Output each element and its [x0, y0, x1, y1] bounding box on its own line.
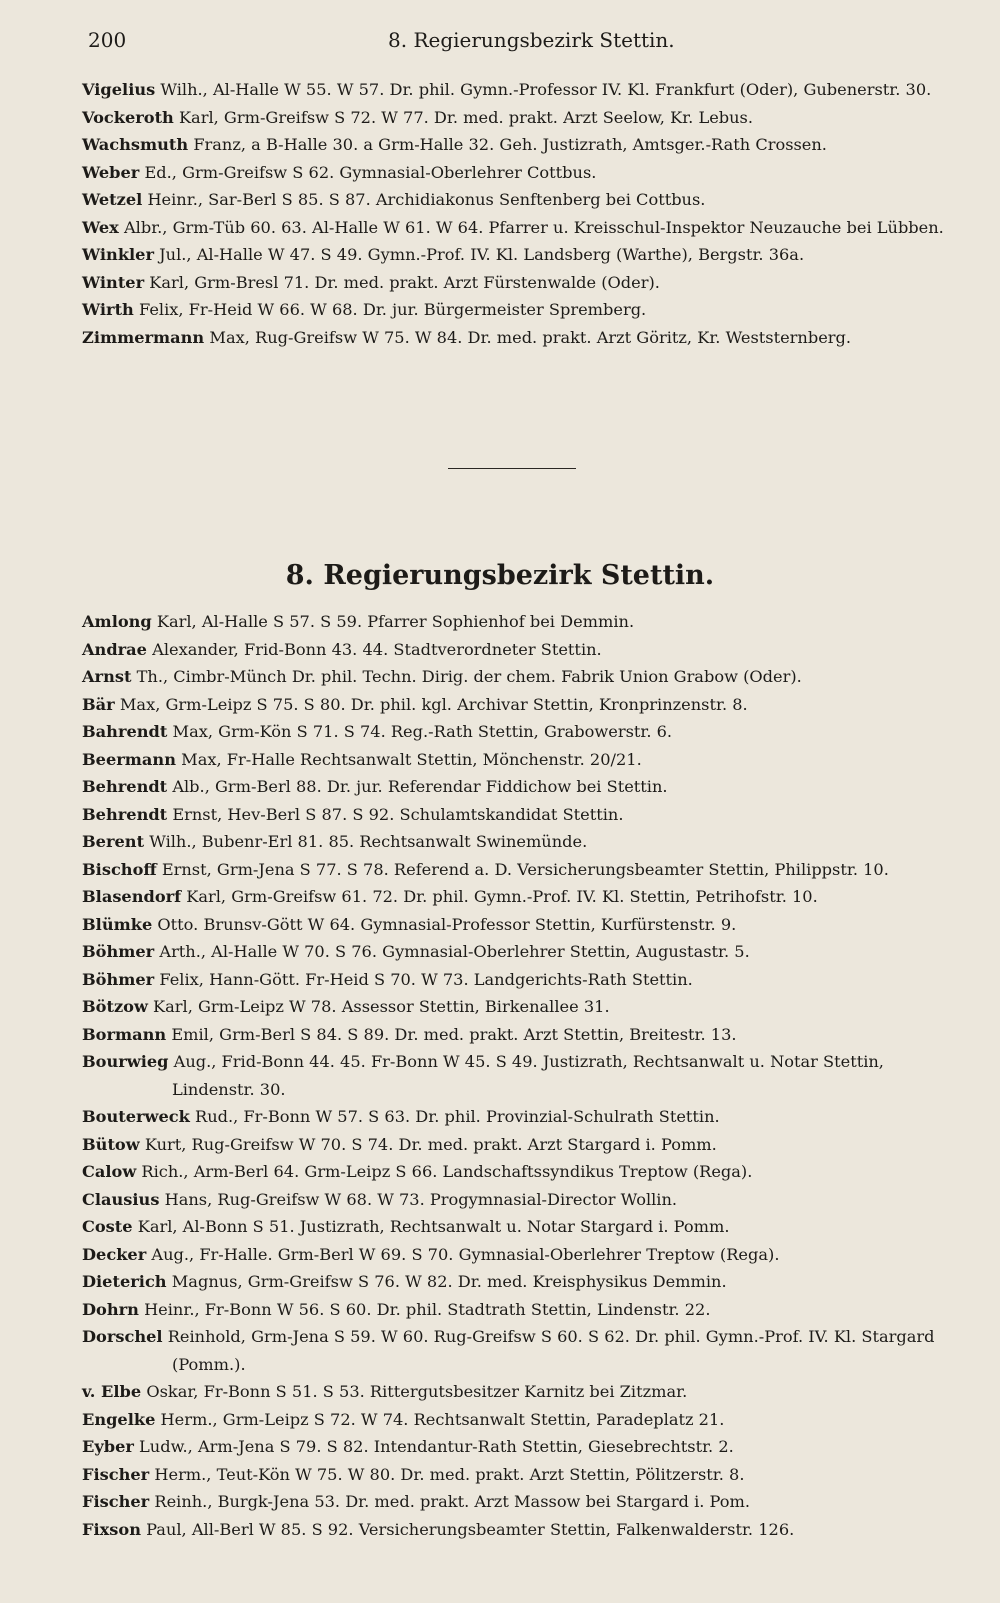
- entry-details: Rich., Arm-Berl 64. Grm-Leipz S 66. Landschaftssyndikus Treptow (Rega).: [141, 1162, 753, 1181]
- entry-name: Bär: [82, 694, 115, 714]
- page-header: [88, 28, 940, 58]
- directory-entry: [82, 718, 952, 746]
- directory-entry: [82, 801, 952, 829]
- entry-name: Wetzel: [82, 190, 143, 209]
- entry-name: Bötzow: [82, 997, 148, 1016]
- entry-name: Wirth: [82, 300, 134, 319]
- entry-name: Vigelius: [82, 80, 156, 99]
- entry-details: Alexander, Frid-Bonn 43. 44. Stadtverordneter Stettin.: [152, 639, 602, 659]
- directory-entry: [82, 1516, 952, 1544]
- entry-name: Dorschel: [82, 1327, 163, 1346]
- entry-name: Vockeroth: [82, 107, 174, 127]
- entry-name: Bormann: [82, 1024, 167, 1044]
- directory-entry: [82, 1268, 952, 1296]
- directory-entry: [82, 1241, 952, 1269]
- entry-details: Jul., Al-Halle W 47. S 49. Gymn.-Prof. IV. Kl. Landsberg (Warthe), Bergstr. 36a.: [159, 245, 805, 264]
- entry-details: Franz, a B-Halle 30. a Grm-Halle 32. Geh. Justizrath, Amtsger.-Rath Crossen.: [193, 135, 827, 154]
- entry-name: Zimmermann: [82, 327, 205, 347]
- directory-entry: [82, 1323, 952, 1378]
- directory-entry: [82, 324, 952, 352]
- directory-entry: [82, 938, 952, 966]
- directory-entry: [82, 296, 952, 324]
- entry-details: Karl, Grm-Greifsw 61. 72. Dr. phil. Gymn.-Prof. IV. Kl. Stettin, Petrihofstr. 10.: [186, 887, 818, 906]
- entry-name: Bischoff: [82, 859, 157, 879]
- entry-details: Herm., Grm-Leipz S 72. W 74. Rechtsanwalt Stettin, Paradeplatz 21.: [160, 1409, 725, 1429]
- entry-name: Blümke: [82, 914, 153, 934]
- entry-details: Ernst, Grm-Jena S 77. S 78. Referend a. D. Versicherungsbeamter Stettin, Philippstr. 10.: [161, 859, 889, 879]
- entry-details: Emil, Grm-Berl S 84. S 89. Dr. med. prakt. Arzt Stettin, Breitestr. 13.: [171, 1024, 737, 1044]
- entry-details: Otto. Brunsv-Gött W 64. Gymnasial-Professor Stettin, Kurfürstenstr. 9.: [157, 914, 737, 934]
- entry-name: Berent: [82, 832, 145, 851]
- directory-entry: [82, 1296, 952, 1324]
- section-heading: 8. Regierungsbezirk Stettin.: [285, 560, 715, 591]
- entry-name: Bourwieg: [82, 1052, 169, 1071]
- entry-details: Albr., Grm-Tüb 60. 63. Al-Halle W 61. W 64. Pfarrer u. Kreisschul-Inspektor Neuzauche bei Lübben.: [123, 217, 944, 237]
- entry-name: Blasendorf: [82, 887, 182, 906]
- entry-name: Dieterich: [82, 1272, 167, 1291]
- entry-name: Wachsmuth: [82, 135, 189, 154]
- entry-details: Oskar, Fr-Bonn S 51. S 53. Rittergutsbesitzer Karnitz bei Zitzmar.: [146, 1382, 688, 1401]
- directory-entry: [82, 104, 952, 132]
- entry-name: Calow: [82, 1162, 137, 1181]
- directory-entry: [82, 269, 952, 297]
- entry-details: Alb., Grm-Berl 88. Dr. jur. Referendar Fiddichow bei Stettin.: [172, 777, 668, 796]
- entry-details: Max, Grm-Leipz S 75. S 80. Dr. phil. kgl. Archivar Stettin, Kronprinzenstr. 8.: [119, 694, 748, 714]
- directory-entry: [82, 828, 952, 856]
- entry-details: Karl, Grm-Bresl 71. Dr. med. prakt. Arzt Fürstenwalde (Oder).: [149, 272, 660, 292]
- entry-details: Heinr., Sar-Berl S 85. S 87. Archidiakonus Senftenberg bei Cottbus.: [147, 190, 706, 209]
- entry-details: Karl, Al-Halle S 57. S 59. Pfarrer Sophienhof bei Demmin.: [156, 612, 635, 631]
- directory-entry: [82, 186, 952, 214]
- directory-entry: [82, 1048, 952, 1103]
- directory-entry: [82, 911, 952, 939]
- entry-details: Magnus, Grm-Greifsw S 76. W 82. Dr. med. Kreisphysikus Demmin.: [171, 1272, 727, 1291]
- entry-details: Aug., Frid-Bonn 44. 45. Fr-Bonn W 45. S 49. Justizrath, Rechtsanwalt u. Notar Stettin, Lindenstr. 30.: [172, 1052, 884, 1099]
- directory-entry: [82, 608, 952, 636]
- entry-name: Winkler: [82, 245, 155, 264]
- entry-details: Ernst, Hev-Berl S 87. S 92. Schulamtskandidat Stettin.: [172, 804, 624, 824]
- section-divider: [448, 468, 576, 469]
- entry-details: Felix, Hann-Gött. Fr-Heid S 70. W 73. Landgerichts-Rath Stettin.: [159, 969, 693, 989]
- directory-entry: [82, 883, 952, 911]
- entry-name: Engelke: [82, 1409, 156, 1429]
- running-title: 8. Regierungsbezirk Stettin.: [388, 28, 675, 52]
- entry-details: Karl, Grm-Greifsw S 72. W 77. Dr. med. prakt. Arzt Seelow, Kr. Lebus.: [178, 107, 754, 127]
- directory-entry: [82, 1021, 952, 1049]
- entry-name: Winter: [82, 272, 145, 292]
- entry-list-top: [82, 76, 952, 351]
- entry-name: Bahrendt: [82, 722, 168, 741]
- entry-details: Max, Rug-Greifsw W 75. W 84. Dr. med. prakt. Arzt Göritz, Kr. Weststernberg.: [209, 327, 852, 347]
- directory-entry: [82, 1406, 952, 1434]
- entry-name: Dohrn: [82, 1299, 139, 1319]
- entry-name: Decker: [82, 1244, 147, 1264]
- directory-entry: [82, 636, 952, 664]
- entry-list-bottom: [82, 608, 952, 1543]
- directory-entry: [82, 1158, 952, 1186]
- entry-details: Wilh., Bubenr-Erl 81. 85. Rechtsanwalt Swinemünde.: [149, 832, 588, 851]
- entry-details: Paul, All-Berl W 85. S 92. Versicherungsbeamter Stettin, Falkenwalderstr. 126.: [146, 1519, 795, 1539]
- entry-name: Behrendt: [82, 777, 168, 796]
- directory-entry: [82, 663, 952, 691]
- directory-entry: [82, 241, 952, 269]
- entry-name: v. Elbe: [82, 1382, 142, 1401]
- entry-name: Amlong: [82, 612, 152, 631]
- entry-details: Th., Cimbr-Münch Dr. phil. Techn. Dirig. der chem. Fabrik Union Grabow (Oder).: [136, 667, 802, 686]
- page-number: 200: [88, 28, 127, 52]
- entry-details: Ludw., Arm-Jena S 79. S 82. Intendantur-Rath Stettin, Giesebrechtstr. 2.: [139, 1437, 734, 1456]
- entry-details: Heinr., Fr-Bonn W 56. S 60. Dr. phil. Stadtrath Stettin, Lindenstr. 22.: [144, 1299, 711, 1319]
- entry-details: Hans, Rug-Greifsw W 68. W 73. Progymnasial-Director Wollin.: [164, 1189, 678, 1209]
- entry-details: Karl, Al-Bonn S 51. Justizrath, Rechtsanwalt u. Notar Stargard i. Pomm.: [137, 1217, 730, 1236]
- directory-entry: [82, 131, 952, 159]
- entry-details: Ed., Grm-Greifsw S 62. Gymnasial-Oberlehrer Cottbus.: [144, 162, 597, 182]
- entry-name: Fischer: [82, 1492, 150, 1511]
- directory-entry: [82, 76, 952, 104]
- entry-details: Wilh., Al-Halle W 55. W 57. Dr. phil. Gymn.-Professor IV. Kl. Frankfurt (Oder), Gubenerstr. 30.: [160, 80, 932, 99]
- entry-details: Herm., Teut-Kön W 75. W 80. Dr. med. prakt. Arzt Stettin, Pölitzerstr. 8.: [154, 1464, 745, 1484]
- directory-entry: [82, 856, 952, 884]
- directory-entry: [82, 1103, 952, 1131]
- entry-details: Arth., Al-Halle W 70. S 76. Gymnasial-Oberlehrer Stettin, Augustastr. 5.: [159, 942, 750, 961]
- entry-name: Bütow: [82, 1134, 140, 1154]
- directory-entry: [82, 1488, 952, 1516]
- entry-name: Wex: [82, 217, 119, 237]
- entry-details: Max, Fr-Halle Rechtsanwalt Stettin, Mönchenstr. 20/21.: [181, 749, 642, 769]
- directory-entry: [82, 1433, 952, 1461]
- directory-entry: [82, 966, 952, 994]
- entry-details: Aug., Fr-Halle. Grm-Berl W 69. S 70. Gymnasial-Oberlehrer Treptow (Rega).: [151, 1244, 780, 1264]
- entry-name: Weber: [82, 162, 140, 182]
- entry-name: Fixson: [82, 1519, 141, 1539]
- entry-details: Felix, Fr-Heid W 66. W 68. Dr. jur. Bürgermeister Spremberg.: [138, 300, 647, 319]
- entry-name: Beermann: [82, 749, 176, 769]
- entry-name: Böhmer: [82, 942, 155, 961]
- entry-name: Fischer: [82, 1464, 150, 1484]
- directory-entry: [82, 993, 952, 1021]
- directory-entry: [82, 746, 952, 774]
- entry-name: Clausius: [82, 1189, 160, 1209]
- entry-details: Rud., Fr-Bonn W 57. S 63. Dr. phil. Provinzial-Schulrath Stettin.: [195, 1107, 720, 1126]
- entry-name: Behrendt: [82, 804, 168, 824]
- directory-entry: [82, 691, 952, 719]
- entry-name: Bouterweck: [82, 1107, 190, 1126]
- entry-name: Arnst: [82, 667, 132, 686]
- entry-details: Reinh., Burgk-Jena 53. Dr. med. prakt. Arzt Massow bei Stargard i. Pom.: [154, 1492, 751, 1511]
- directory-entry: [82, 159, 952, 187]
- directory-entry: [82, 773, 952, 801]
- entry-details: Kurt, Rug-Greifsw W 70. S 74. Dr. med. prakt. Arzt Stargard i. Pomm.: [144, 1134, 717, 1154]
- directory-entry: [82, 1378, 952, 1406]
- directory-entry: [82, 214, 952, 242]
- directory-entry: [82, 1213, 952, 1241]
- entry-name: Eyber: [82, 1437, 134, 1456]
- entry-details: Karl, Grm-Leipz W 78. Assessor Stettin, Birkenallee 31.: [153, 997, 610, 1016]
- entry-name: Andrae: [82, 639, 147, 659]
- entry-details: Max, Grm-Kön S 71. S 74. Reg.-Rath Stettin, Grabowerstr. 6.: [172, 722, 673, 741]
- entry-name: Coste: [82, 1217, 133, 1236]
- directory-entry: [82, 1186, 952, 1214]
- entry-details: Reinhold, Grm-Jena S 59. W 60. Rug-Greifsw S 60. S 62. Dr. phil. Gymn.-Prof. IV. Kl. Stargard (Pomm.).: [167, 1327, 935, 1374]
- entry-name: Böhmer: [82, 969, 155, 989]
- directory-entry: [82, 1131, 952, 1159]
- directory-entry: [82, 1461, 952, 1489]
